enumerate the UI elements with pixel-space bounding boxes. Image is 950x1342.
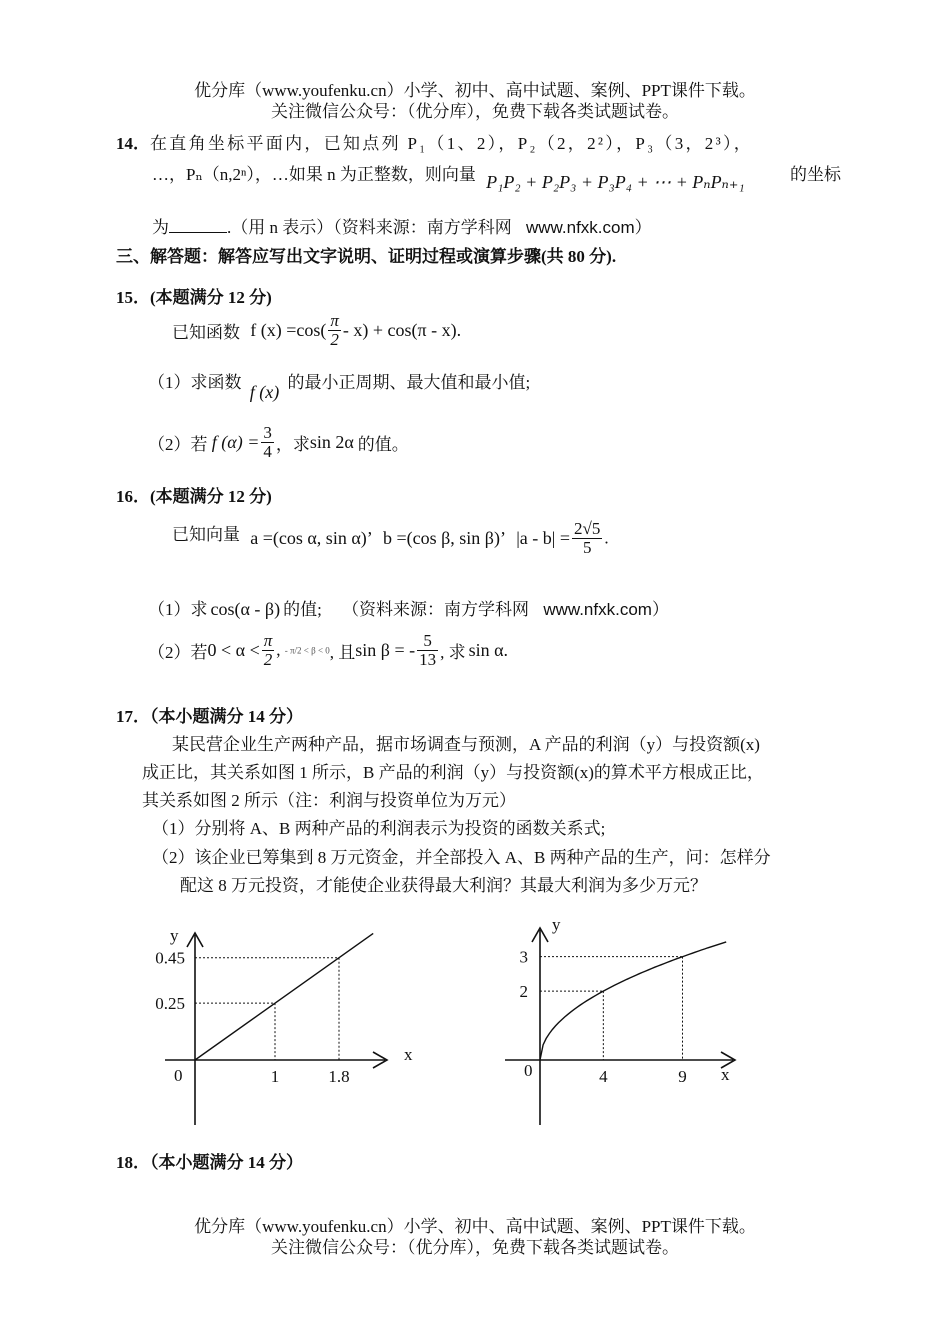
q17-part-2-b: 配这 8 万元投资，才能使企业获得最大利润？其最大利润为多少万元？: [180, 876, 707, 895]
y-axis-label: y: [552, 915, 561, 934]
q15-function-def: 已知函数 f (x) =cos( $\frac{\pi}{2}$ - x) + cos(π - x).: [172, 311, 462, 349]
x-tick-label: 9: [678, 1067, 687, 1086]
answer-blank[interactable]: [169, 218, 227, 233]
pi-over-2: $\frac{\pi}{2}$: [263, 631, 273, 669]
x-axis-label: x: [721, 1065, 730, 1084]
footer-line-2: 关注微信公众号：（优分库），免费下载各类试题试卷。: [271, 1238, 679, 1257]
q15-part-1: （1）求函数 f (x) 的最小正周期、最大值和最小值;: [148, 373, 531, 402]
q17-para-1: 某民营企业生产两种产品，据市场调查与预测，A 产品的利润（y）与投资额(x): [172, 735, 760, 754]
profit-curve-b: [540, 942, 726, 1060]
q17-header: 17．（本小题满分 14 分）: [116, 707, 303, 726]
figure-1-chart: [140, 915, 440, 1130]
y-tick-label: 0.25: [155, 994, 185, 1014]
q14-line-2: …，Pₙ（n,2ⁿ），…如果 n 为正整数，则向量 P₁P₂ + P₂P₃ + P₃P₄ + ⋯ + PₙPₙ₊₁: [152, 165, 745, 192]
x-tick-label: 4: [599, 1067, 608, 1086]
q17-part-2-a: （2）该企业已筹集到 8 万元资金，并全部投入 A、B 两种产品的生产，问：怎样分: [152, 848, 771, 867]
y-tick-label: 0.45: [155, 948, 185, 968]
q17-para-2: 成正比，其关系如图 1 所示，B 产品的利润（y）与投资额(x)的算术平方根成正比，: [142, 763, 764, 782]
q17-para-3: 其关系如图 2 所示（注：利润与投资单位为万元）: [142, 791, 516, 810]
header-line-2: 关注微信公众号：（优分库），免费下载各类试题试卷。: [271, 102, 679, 121]
three-quarters: $\frac{3}{4}$: [263, 423, 272, 461]
footer-line-1: 优分库（www.youfenku.cn）小学、初中、高中试题、案例、PPT课件下载。: [194, 1217, 756, 1236]
y-tick-label: 2: [519, 982, 528, 1002]
x-tick-label: 1.8: [328, 1067, 350, 1086]
figure-2-chart: [495, 910, 765, 1130]
x-axis-label: x: [404, 1045, 413, 1064]
q15-part-2: （2）若 f (α) = $\frac{3}{4}$ ，求sin 2α 的值。: [148, 423, 409, 461]
source-url: www.nfxk.com）: [526, 218, 652, 237]
q16-header: 16．(本题满分 12 分): [116, 487, 272, 506]
y-axis-label: y: [170, 926, 179, 945]
q14-number: 14．: [116, 134, 150, 153]
q17-part-1: （1）分别将 A、B 两种产品的利润表示为投资的函数关系式;: [152, 819, 606, 838]
header-line-1: 优分库（www.youfenku.cn）小学、初中、高中试题、案例、PPT课件下载。: [194, 81, 756, 100]
q14-line-2-end: 的坐标: [790, 165, 841, 184]
vector-sum-expression: P₁P₂ + P₂P₃ + P₃P₄ + ⋯ + PₙPₙ₊₁: [486, 172, 745, 192]
two-root-five-over-five: $\frac{2√5}{5}$: [574, 519, 601, 557]
q15-header: 15．(本题满分 12 分): [116, 288, 272, 307]
profit-line-a: [195, 933, 373, 1060]
pi-over-2: $\frac{\pi}{2}$: [330, 311, 339, 349]
five-over-thirteen: $\frac{5}{13}$: [419, 631, 437, 669]
y-tick-label: 3: [519, 947, 528, 967]
origin-label: 0: [524, 1061, 533, 1080]
q14-line-1: 14．在直角坐标平面内，已知点列 P₁（1、2），P₂（2，2²），P₃（3，2³），: [116, 134, 754, 153]
q18-header: 18．（本小题满分 14 分）: [116, 1153, 303, 1172]
section-3-title: 三、解答题：解答应写出文字说明、证明过程或演算步骤(共 80 分).: [116, 247, 617, 266]
x-tick-label: 1: [270, 1067, 280, 1086]
q14-line-3: 为 .（用 n 表示）（资料来源：南方学科网 www.nfxk.com）: [152, 218, 652, 237]
origin-label: 0: [174, 1066, 183, 1085]
q16-part-2: （2）若0 < α < $\frac{\pi}{2}$ , - π/2 < β < 0, 且sin β = - $\frac{5}{13}$ , 求 sin α.: [148, 631, 509, 669]
q16-part-1: （1）求 cos(α - β) 的值; （资料来源：南方学科网 www.nfxk.com）: [148, 599, 669, 619]
q16-vectors: 已知向量 a =(cos α, sin α)’ b =(cos β, sin β)’ |a - b| = $\frac{2√5}{5}$ .: [172, 519, 609, 557]
